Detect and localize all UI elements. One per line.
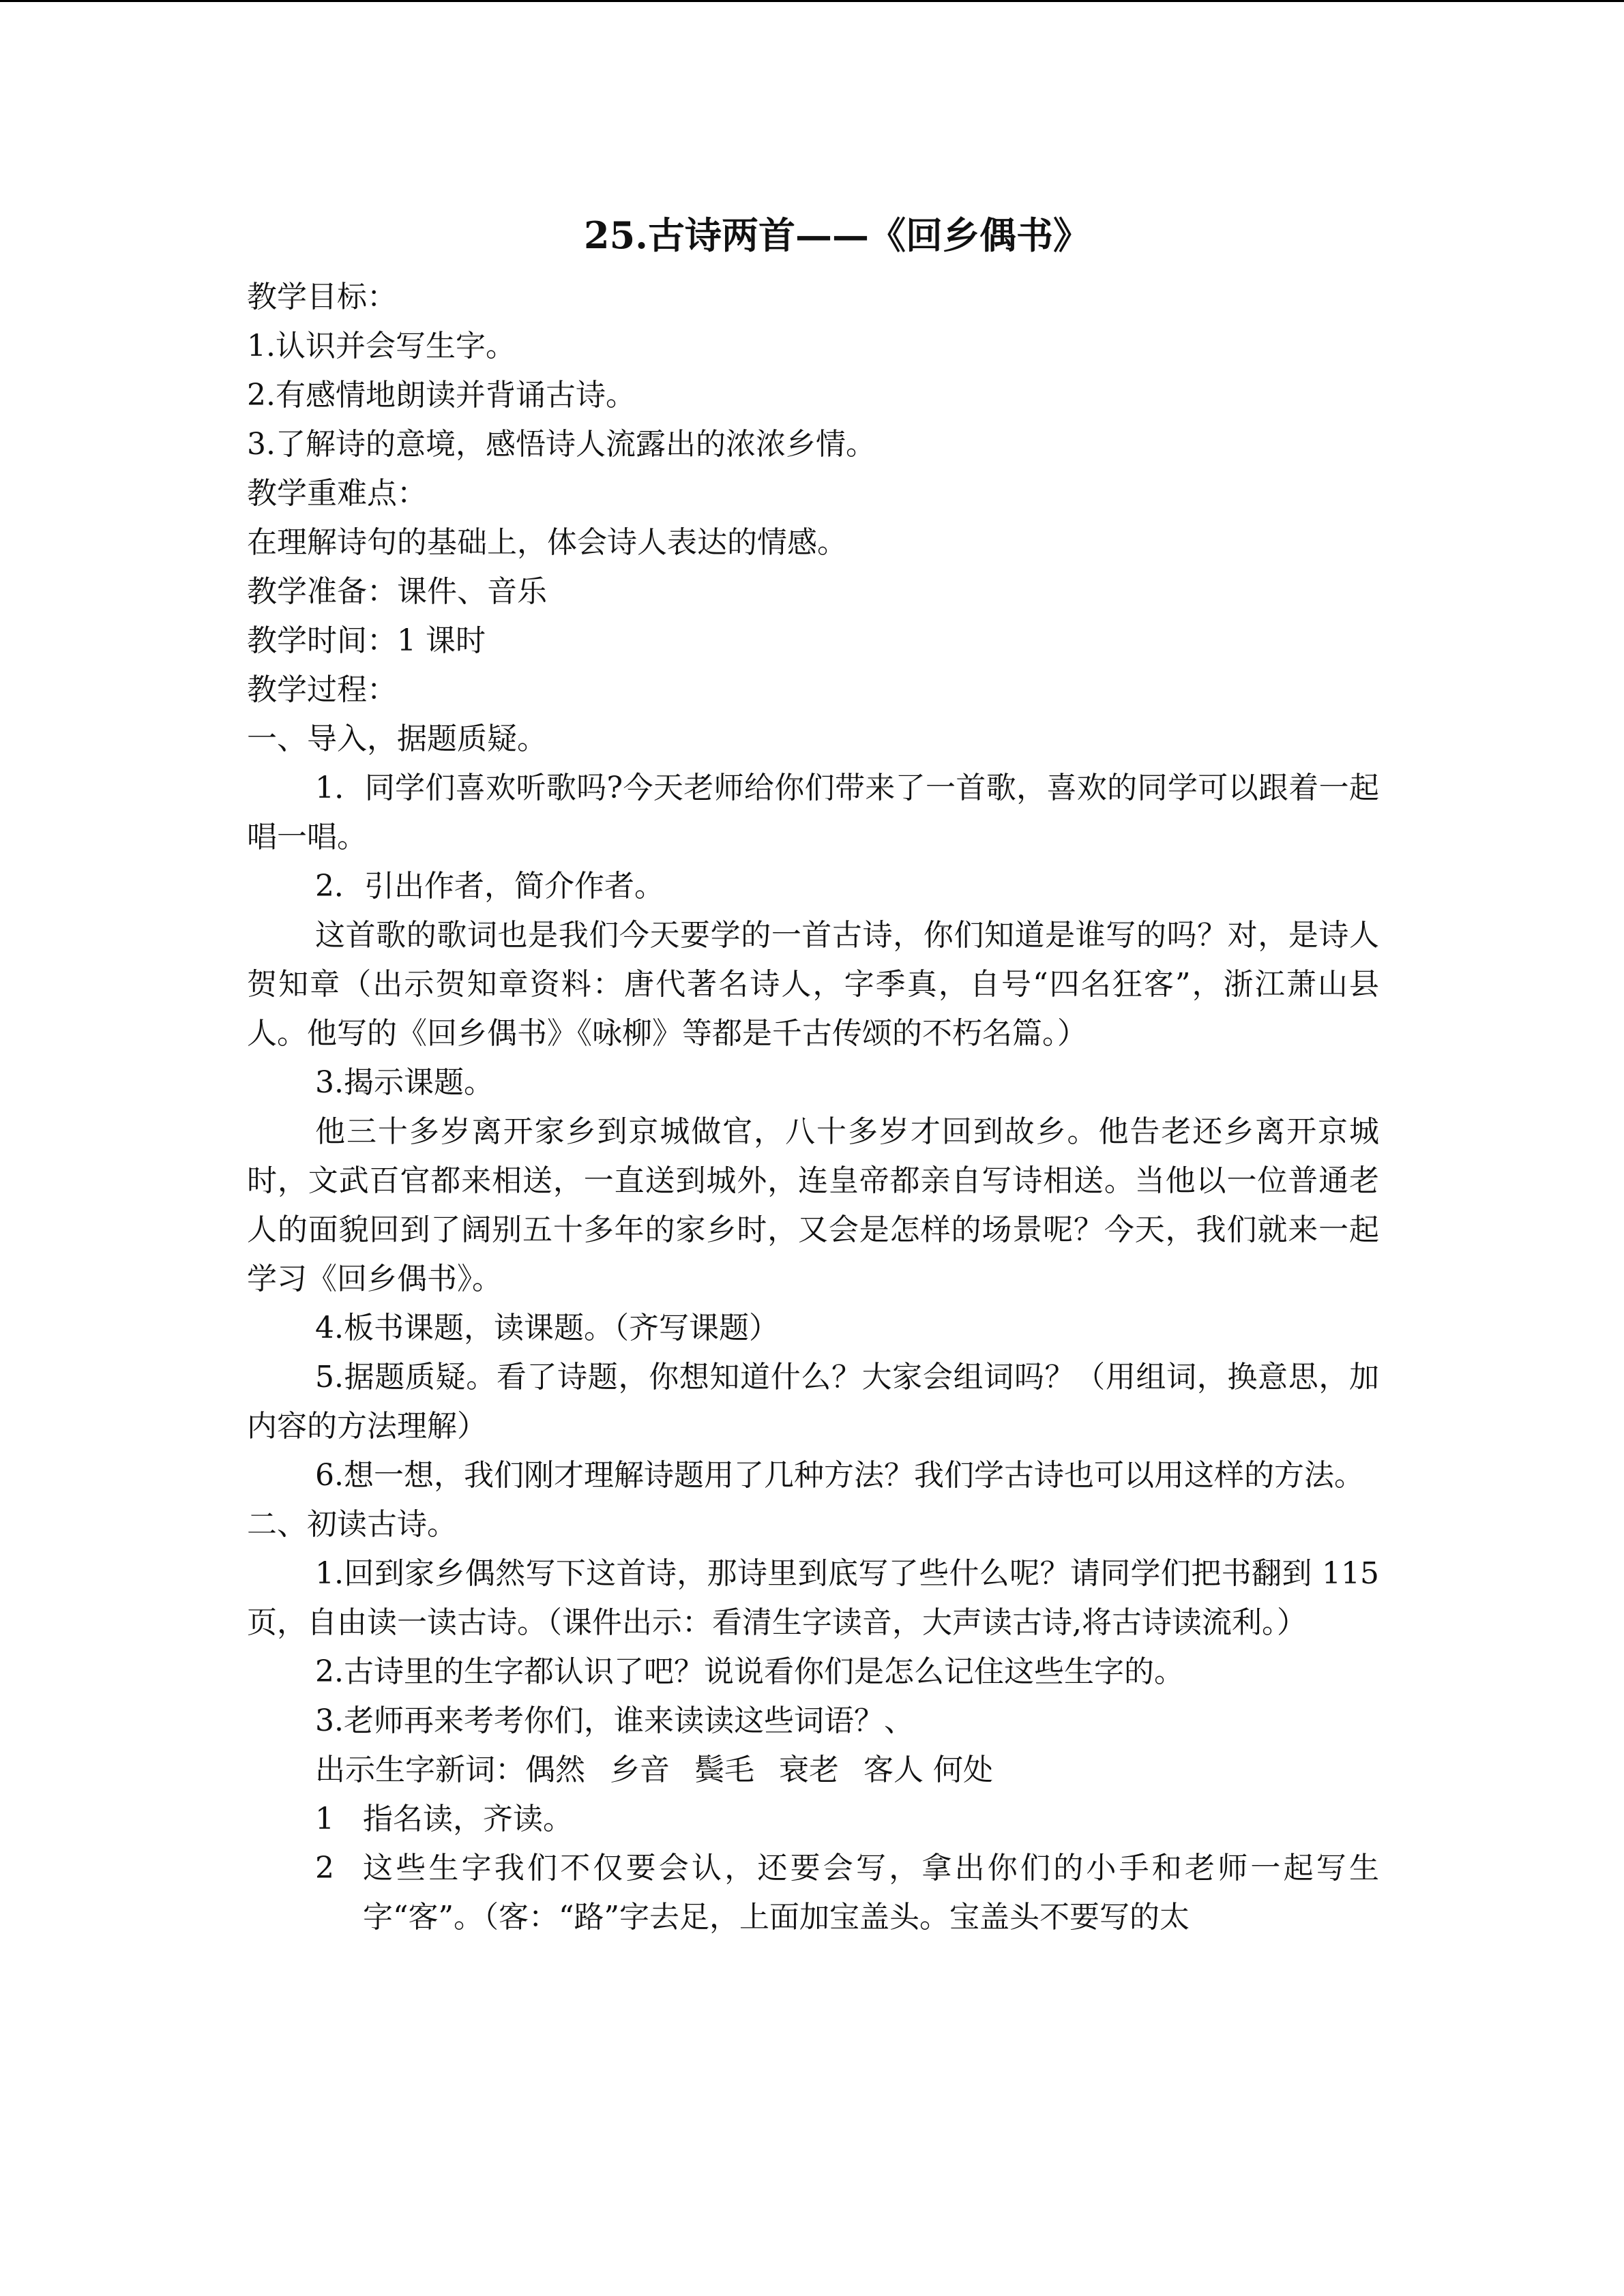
new-word: 衰老	[779, 1753, 839, 1787]
process-heading: 教学过程：	[247, 672, 397, 707]
paragraph: 这首歌的歌词也是我们今天要学的一首古诗，你们知道是谁写的吗？对，是诗人贺知章（出示贺知章资料：唐代著名诗人，字季真，自号“四名狂客”，浙江萧山县人。他写的《回乡偶书》《咏柳》等都是千古传颂的不朽名篇。）	[247, 918, 1379, 1051]
item-text: 指名读，齐读。	[363, 1802, 573, 1836]
paragraph: 他三十多岁离开家乡到京城做官，八十多岁才回到故乡。他告老还乡离开京城时，文武百官都来相送，一直送到城外，连皇帝都亲自写诗相送。当他以一位普通老人的面貌回到了阔别五十多年的家乡时，又会是怎样的场景呢？今天，我们就来一起学习《回乡偶书》。	[247, 1114, 1379, 1296]
key-points-heading: 教学重难点：	[247, 476, 427, 511]
new-words-line	[247, 1746, 1379, 1795]
preparation-text: 教学准备：课件、音乐	[247, 574, 547, 609]
item-text: 这些生字我们不仅要会认，还要会写，拿出你们的小手和老师一起写生字“客”。（客：“路”字去足，上面加宝盖头。宝盖头不要写的太	[363, 1851, 1379, 1935]
objective-item: 3.了解诗的意境，感悟诗人流露出的浓浓乡情。	[247, 427, 876, 462]
paragraph: 1．同学们喜欢听歌吗?今天老师给你们带来了一首歌，喜欢的同学可以跟着一起唱一唱。	[247, 771, 1379, 854]
section-heading: 二、初读古诗。	[247, 1507, 457, 1542]
paragraph: 3.揭示课题。	[315, 1065, 494, 1100]
objective-item: 2.有感情地朗读并背诵古诗。	[247, 378, 636, 413]
paragraph: 1.回到家乡偶然写下这首诗，那诗里到底写了些什么呢？请同学们把书翻到 115 页，自由读一读古诗。（课件出示：看清生字读音，大声读古诗,将古诗读流利。）	[247, 1556, 1379, 1640]
paragraph: 3.老师再来考考你们，谁来读读这些词语？、	[315, 1703, 914, 1738]
paragraph: 2.古诗里的生字都认识了吧？说说看你们是怎么记住这些生字的。	[315, 1654, 1184, 1689]
paragraph: 2．引出作者，简介作者。	[315, 869, 664, 904]
numbered-item	[247, 1795, 1379, 1844]
numbered-item	[247, 1844, 1379, 1942]
new-word: 鬓毛	[694, 1753, 754, 1787]
top-border	[0, 0, 1624, 2]
page-title: 25.古诗两首——《回乡偶书》	[584, 213, 1090, 257]
new-word: 偶然	[525, 1753, 585, 1787]
time-text: 教学时间：1 课时	[247, 623, 486, 658]
section-heading: 一、导入，据题质疑。	[247, 721, 547, 756]
paragraph: 5.据题质疑。看了诗题，你想知道什么？大家会组词吗？（用组词，换意思，加内容的方法理解）	[247, 1360, 1379, 1444]
paragraph: 4.板书课题，读课题。（齐写课题）	[315, 1311, 779, 1345]
document-page	[247, 205, 1379, 1942]
key-points-text: 在理解诗句的基础上，体会诗人表达的情感。	[247, 525, 847, 560]
objectives-heading: 教学目标：	[247, 280, 397, 314]
item-number: 1	[315, 1802, 334, 1836]
objective-item: 1.认识并会写生字。	[247, 329, 516, 363]
new-word: 乡音	[610, 1753, 670, 1787]
new-word: 客人 何处	[863, 1753, 993, 1787]
new-words-label: 出示生字新词：	[315, 1753, 525, 1787]
paragraph: 6.想一想，我们刚才理解诗题用了几种方法？我们学古诗也可以用这样的方法。	[315, 1458, 1364, 1493]
item-number: 2	[315, 1851, 334, 1885]
